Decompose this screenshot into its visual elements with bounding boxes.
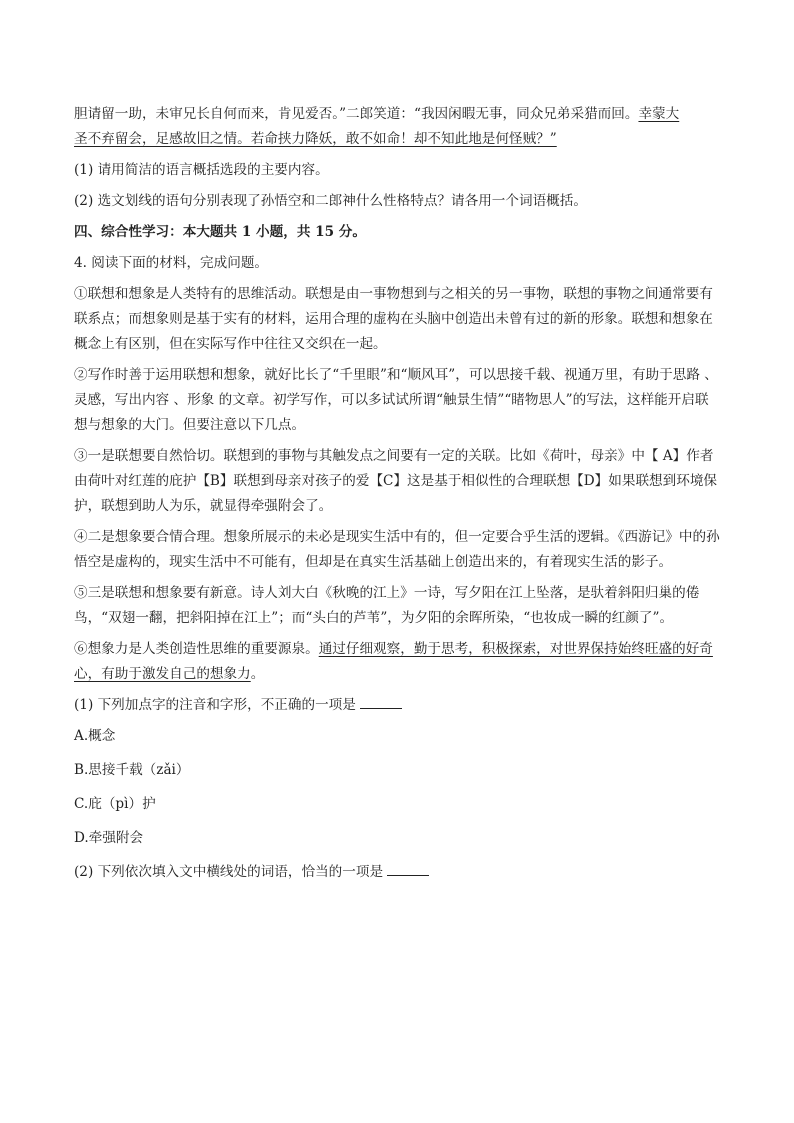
material-para-6 (74, 637, 722, 687)
q3-sub1: (1) 请用简洁的语言概括选段的主要内容。 (74, 162, 329, 178)
question-intro: 4. 阅读下面的材料，完成问题。 (74, 255, 269, 271)
document-content (74, 102, 722, 891)
q4-sub2-text: (2) 下列依次填入文中横线处的词语，恰当的一项是 (74, 864, 384, 880)
q4-sub1 (74, 693, 722, 718)
passage-line1: 胆请留一助，未审兄长自何而来，肯见爱否。”二郎笑道：“我因闲暇无事，同众兄弟采猎而回。 (74, 106, 639, 122)
material-para-5: ⑤三是联想和想象要有新意。诗人刘大白《秋晚的江上》一诗，写夕阳在江上坠落，是驮着斜阳归巢的倦鸟，“双翅一翻，把斜阳掉在江上”；而“头白的芦苇”，为夕阳的余晖所染，“也妆成一瞬的红颜了”。 (74, 585, 700, 626)
option-b: B.思接千载（zǎi） (74, 762, 190, 778)
para6-start: ⑥想象力是人类创造性思维的重要源泉。 (74, 641, 319, 657)
para6-underlined: 通过仔细观察，勤于思考，积极探索，对世界保持始终旺盛的好奇心，有助于激发自己的想象力 (74, 641, 713, 682)
answer-blank[interactable] (360, 696, 402, 709)
underlined-sentence-start: 幸蒙大 (638, 106, 680, 122)
q4-sub1-text: (1) 下列加点字的注音和字形，不正确的一项是 (74, 697, 356, 713)
option-a: A.概念 (74, 728, 116, 744)
q3-sub2: (2) 选文划线的语句分别表现了孙悟空和二郎神什么性格特点？请各用一个词语概括。 (74, 193, 587, 209)
q4-sub2 (74, 860, 722, 885)
option-c: C.庇（pì）护 (74, 796, 156, 812)
material-para-4: ④二是想象要合情合理。想象所展示的未必是现实生活中有的，但一定要合乎生活的逻辑。《西游记》中的孙悟空是虚构的，现实生活中不可能有，但却是在真实生活基础上创造出来的，有着现实生活的影子。 (74, 529, 720, 570)
para6-end: 。 (250, 666, 265, 682)
option-d: D.牵强附会 (74, 830, 144, 846)
material-para-2: ②写作时善于运用联想和想象，就好比长了“千里眼”和“顺风耳”，可以思接千载、视通万里，有助于思路 、灵感，写出内容 、形象 的文章。初学写作，可以多试试所谓“触景生情”“睹物思人”的写法，这样能开启联想与想象的大门。但要注意以下几点。 (74, 367, 718, 433)
answer-blank[interactable] (387, 863, 429, 876)
section-heading: 四、综合性学习：本大题共 1 小题，共 15 分。 (74, 224, 366, 240)
passage-text (74, 102, 722, 152)
material-para-3: ③一是联想要自然恰切。联想到的事物与其触发点之间要有一定的关联。比如《荷叶，母亲》中【 A】作者由荷叶对红莲的庇护【B】联想到母亲对孩子的爱【C】这是基于相似性的合理联想【D】如果联想到环境保护，联想到助人为乐，就显得牵强附会了。 (74, 448, 718, 514)
underlined-sentence-end: 圣不弃留会，足感故旧之情。若命挟力降妖，敢不如命！却不知此地是何怪贼？” (74, 131, 557, 147)
material-para-1: ①联想和想象是人类特有的思维活动。联想是由一事物想到与之相关的另一事物，联想的事物之间通常要有联系点；而想象则是基于实有的材料，运用合理的虚构在头脑中创造出未曾有过的新的形象。联想和想象在概念上有区别，但在实际写作中往往又交织在一起。 (74, 286, 713, 352)
